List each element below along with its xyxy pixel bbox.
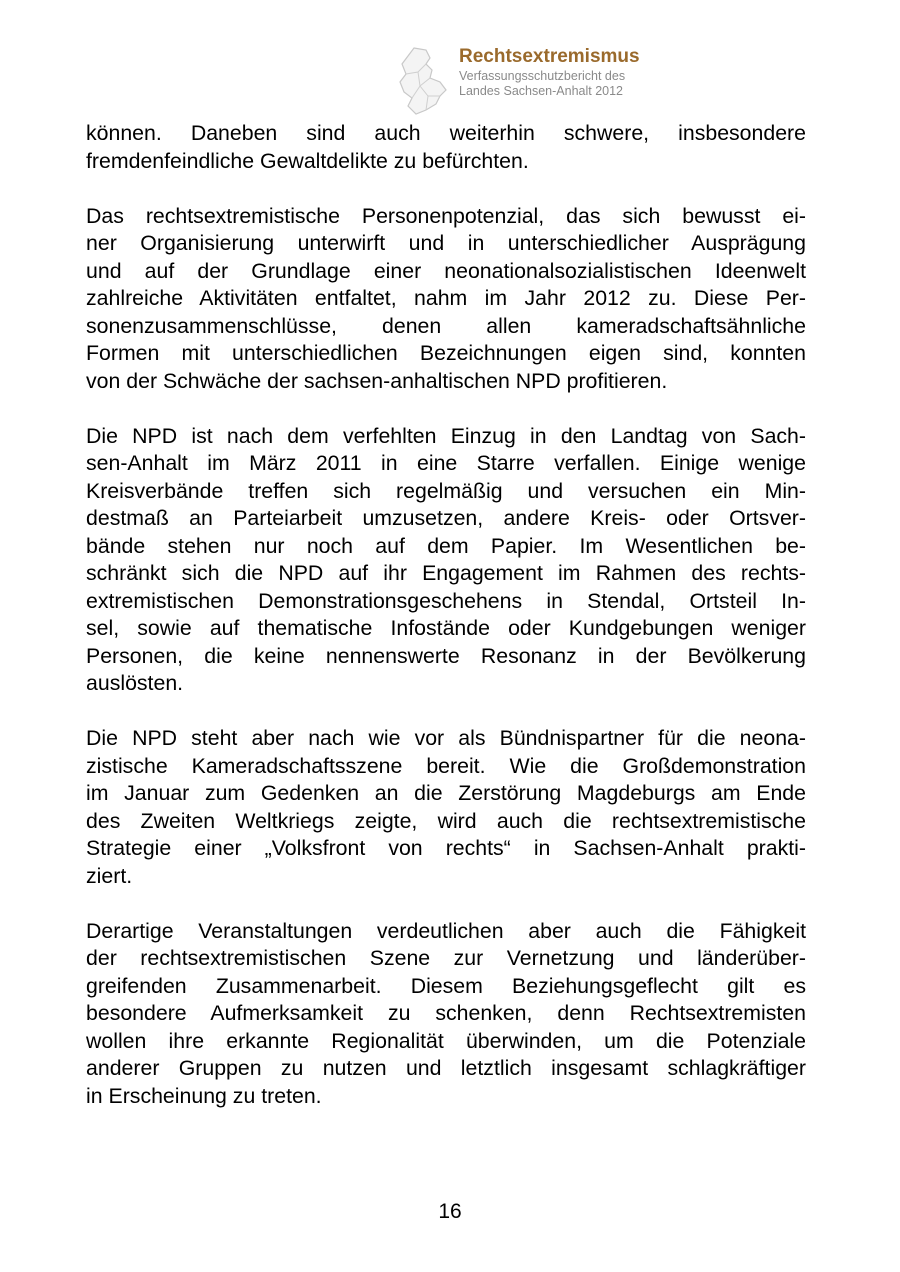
text-line: bände stehen nur noch auf dem Papier. Im Wesentlichen be- bbox=[86, 533, 806, 558]
text-line: Strategie einer „Volksfront von rechts“ in Sachsen-Anhalt prakti- bbox=[86, 836, 806, 860]
text-line: des Zweiten Weltkriegs zeigte, wird auch die rechtsextremistische bbox=[86, 808, 806, 833]
text-line: Die NPD ist nach dem verfehlten Einzug in den Landtag von Sach- bbox=[86, 423, 806, 448]
header-subtitle: Landes Sachsen-Anhalt 2012 bbox=[459, 84, 624, 98]
text-line: extremistischen Demonstrationsgeschehens in Stendal, Ortsteil In- bbox=[86, 588, 806, 613]
text-line: sen-Anhalt im März 2011 in eine Starre verfallen. Einige wenige bbox=[86, 451, 806, 475]
text-line: können. Daneben sind auch weiterhin schwere, insbesondere bbox=[86, 121, 806, 145]
page-number: 16 bbox=[438, 1200, 462, 1223]
text-line: und auf der Grundlage einer neonationalsozialistischen Ideenwelt bbox=[86, 258, 806, 283]
body-text bbox=[86, 120, 806, 1138]
text-line: sonenzusammenschlüsse, denen allen kameradschaftsähnliche bbox=[86, 313, 806, 338]
paragraph bbox=[86, 725, 806, 890]
text-line: Formen mit unterschiedlichen Bezeichnungen eigen sind, konnten bbox=[86, 341, 806, 365]
header-subtitle: Verfassungsschutzbericht des bbox=[459, 69, 626, 83]
text-line: fremdenfeindliche Gewaltdelikte zu befürchten. bbox=[86, 148, 529, 173]
header-title: Rechtsextremismus bbox=[459, 46, 640, 67]
text-line: schränkt sich die NPD auf ihr Engagement im Rahmen des rechts- bbox=[86, 561, 806, 585]
text-line: greifenden Zusammenarbeit. Diesem Beziehungsgeflecht gilt es bbox=[86, 973, 806, 998]
text-line: ziert. bbox=[86, 863, 133, 888]
text-line: ner Organisierung unterwirft und in unterschiedlicher Ausprägung bbox=[86, 231, 806, 255]
paragraph bbox=[86, 203, 806, 396]
text-line: Derartige Veranstaltungen verdeutlichen aber auch die Fähigkeit bbox=[86, 918, 806, 943]
paragraph bbox=[86, 423, 806, 698]
text-line: im Januar zum Gedenken an die Zerstörung Magdeburgs am Ende bbox=[86, 781, 806, 805]
text-line: von der Schwäche der sachsen-anhaltischen NPD profitieren. bbox=[86, 368, 668, 393]
text-line: besondere Aufmerksamkeit zu schenken, denn Rechtsextremisten bbox=[86, 1001, 806, 1025]
text-line: der rechtsextremistischen Szene zur Vernetzung und länderüber- bbox=[86, 946, 806, 970]
text-line: zistische Kameradschaftsszene bereit. Wie die Großdemonstration bbox=[86, 753, 806, 778]
page-header bbox=[396, 44, 696, 116]
text-line: Personen, die keine nennenswerte Resonanz in der Bevölkerung bbox=[86, 643, 806, 668]
text-line: auslösten. bbox=[86, 671, 184, 695]
text-line: Das rechtsextremistische Personenpotenzial, das sich bewusst ei- bbox=[86, 203, 806, 228]
text-line: Die NPD steht aber nach wie vor als Bündnispartner für die neona- bbox=[86, 726, 806, 750]
text-line: wollen ihre erkannte Regionalität überwinden, um die Potenziale bbox=[86, 1028, 806, 1053]
text-line: Kreisverbände treffen sich regelmäßig und versuchen ein Min- bbox=[86, 478, 806, 503]
text-line: anderer Gruppen zu nutzen und letztlich insgesamt schlagkräftiger bbox=[86, 1056, 806, 1080]
sachsen-anhalt-map-icon bbox=[396, 46, 454, 116]
text-line: zahlreiche Aktivitäten entfaltet, nahm im Jahr 2012 zu. Diese Per- bbox=[86, 286, 806, 310]
text-line: destmaß an Parteiarbeit umzusetzen, andere Kreis- oder Ortsver- bbox=[86, 506, 806, 530]
text-line: in Erscheinung zu treten. bbox=[86, 1083, 322, 1108]
paragraph bbox=[86, 120, 806, 175]
text-line: sel, sowie auf thematische Infostände oder Kundgebungen weniger bbox=[86, 616, 806, 640]
paragraph bbox=[86, 918, 806, 1111]
